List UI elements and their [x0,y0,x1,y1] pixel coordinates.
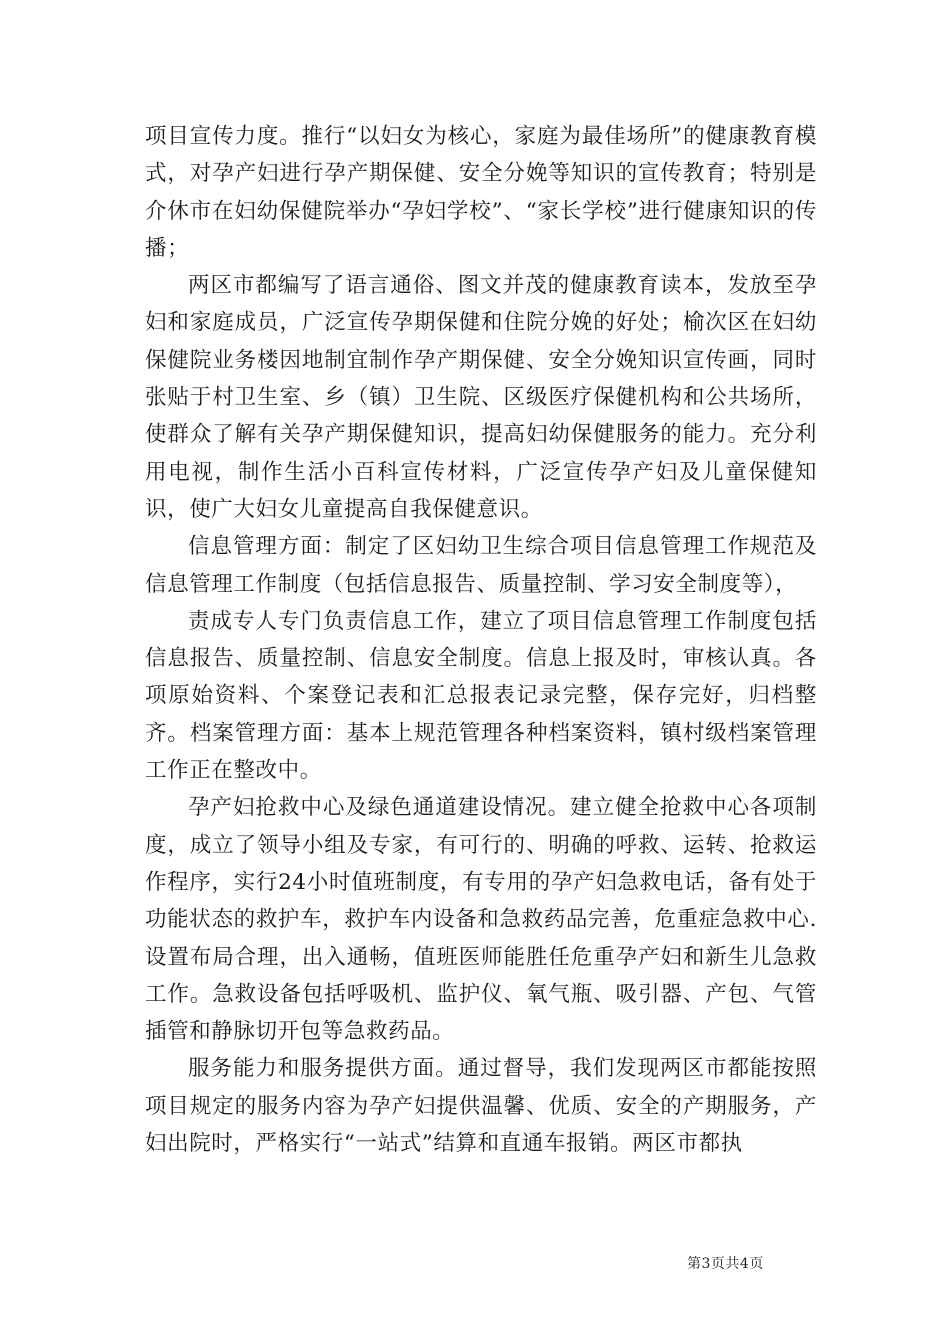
paragraph-3: 信息管理方面：制定了区妇幼卫生综合项目信息管理工作规范及信息管理工作制度（包括信息报告、质量控制、学习安全制度等）， [145,534,817,597]
paragraph-1: 项目宣传力度。推行“以妇女为核心，家庭为最佳场所”的健康教育模式，对孕产妇进行孕产期保健、安全分娩等知识的宣传教育；特别是介休市在妇幼保健院举办“孕妇学校”、“家长学校”进行健康知识的传播； [145,124,817,261]
page-number-footer: 第3页共4页 [687,1256,764,1272]
paragraph-6: 服务能力和服务提供方面。通过督导，我们发现两区市都能按照项目规定的服务内容为孕产妇提供温馨、优质、安全的产期服务，产妇出院时，严格实行“一站式”结算和直通车报销。两区市都执 [145,1056,817,1157]
paragraph-2: 两区市都编写了语言通俗、图文并茂的健康教育读本，发放至孕妇和家庭成员，广泛宣传孕期保健和住院分娩的好处；榆次区在妇幼保健院业务楼因地制宜制作孕产期保健、安全分娩知识宣传画，同时张贴于村卫生室、乡（镇）卫生院、区级医疗保健机构和公共场所，使群众了解有关孕产期保健知识，提高妇幼保健服务的能力。充分利用电视，制作生活小百科宣传材料，广泛宣传孕产妇及儿童保健知识，使广大妇女儿童提高自我保健意识。 [145,273,817,522]
paragraph-4: 责成专人专门负责信息工作，建立了项目信息管理工作制度包括信息报告、质量控制、信息安全制度。信息上报及时，审核认真。各项原始资料、个案登记表和汇总报表记录完整，保存完好，归档整齐。档案管理方面：基本上规范管理各种档案资料，镇村级档案管理工作正在整改中。 [145,608,817,784]
document-body [145,118,817,1162]
paragraph-5: 孕产妇抢救中心及绿色通道建设情况。建立健全抢救中心各项制度，成立了领导小组及专家，有可行的、明确的呼救、运转、抢救运作程序，实行24小时值班制度，有专用的孕产妇急救电话，备有处于功能状态的救护车，救护车内设备和急救药品完善，危重症急救中心.设置布局合理，出入通畅，值班医师能胜任危重孕产妇和新生儿急救工作。急救设备包括呼吸机、监护仪、氧气瓶、吸引器、产包、气管插管和静脉切开包等急救药品。 [145,795,817,1045]
